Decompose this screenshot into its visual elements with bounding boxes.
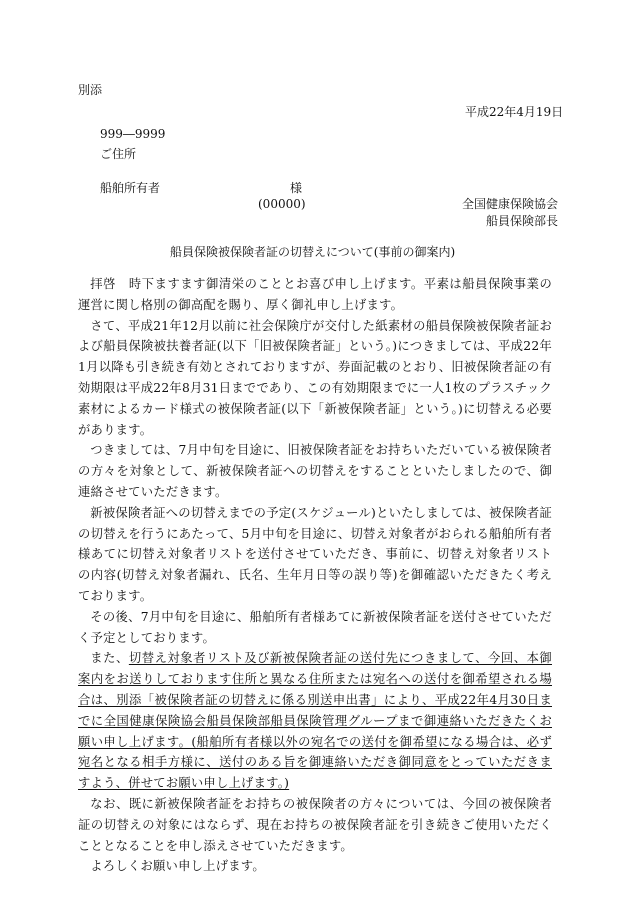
recipient-code: (00000) [258, 197, 306, 211]
paragraph-background: さて、平成21年12月以前に社会保険庁が交付した紙素材の船員保険被保険者証および船員保険被扶養者証(以下「旧被保険者証」という。)につきましては、平成22年1月以降も引き続き有効とされておりますが、券面記載のとおり、旧被保険者証の有効期限は平成22年8月31日までであり、この有効期限までに一人1枚のプラスチック素材によるカード様式の被保険者証(以下「新被保険者証」という。)に切替える必要があります。 [78, 318, 552, 437]
paragraph-closing: よろしくお願い申し上げます。 [90, 859, 265, 874]
recipient-label: 船舶所有者 [100, 181, 161, 195]
paragraph-lead: また、 [90, 651, 129, 666]
paragraph-notice: つきましては、7月中旬を目途に、旧被保険者証をお持ちいただいている被保険者の方々を対象として、新被保険者証への切替えをすることといたしましたので、御連絡させていただきます。 [78, 443, 552, 499]
letter-title: 船員保険被保険者証の切替えについて(事前の御案内) [170, 245, 456, 259]
paragraph-greeting: 拝啓 時下ますます御清栄のこととお喜び申し上げます。平素は船員保険事業の運営に関し格別の御高配を賜り、厚く御礼申し上げます。 [78, 277, 552, 312]
letter-date: 平成22年4月19日 [465, 105, 564, 119]
paragraph-existing-holders: なお、既に新被保険者証をお持ちの被保険者の方々については、今回の被保険者証の切替えの対象にはならず、現在お持ちの被保険者証を引き続きご使用いただくこととなることを申し添えさせていただきます。 [78, 796, 552, 853]
attachment-label: 別添 [78, 83, 103, 97]
underlined-request: 切替え対象者リスト及び新被保険者証の送付先につきまして、今回、本御案内をお送りしております住所と異なる住所または宛名への送付を御希望される場合は、別添「被保険者証の切替えに係る別送申出書」により、平成22年4月30日までに全国健康保険協会船員保険部船員保険管理グループまで御連絡いただきたくお願い申し上げます。(船舶所有者様以外の宛名での送付を御希望になる場合は、必ず宛名となる相手方様に、送付のある旨を御連絡いただき御同意をとっていただきますよう、併せてお願い申し上げます。) [78, 651, 552, 791]
honorific: 様 [290, 181, 303, 195]
letter-body [78, 274, 552, 877]
address-label: ご住所 [100, 147, 137, 161]
paragraph-schedule: 新被保険者証への切替えまでの予定(スケジュール)といたしましては、被保険者証の切替えを行うにあたって、5月中旬を目途に、切替え対象者がおられる船舶所有者様あてに切替え対象者リストを送付させていただき、事前に、切替え対象者リストの内容(切替え対象者漏れ、氏名、生年月日等の誤り等)を御確認いただきたく考えております。 [78, 505, 552, 603]
postal-code: 999―9999 [100, 127, 166, 141]
paragraph-address-change [78, 648, 552, 794]
sender-organization: 全国健康保険協会 [462, 197, 559, 211]
paragraph-delivery: その後、7月中旬を目途に、船舶所有者様あてに新被保険者証を送付させていただく予定としております。 [78, 609, 552, 645]
sender-department: 船員保険部長 [486, 214, 559, 228]
